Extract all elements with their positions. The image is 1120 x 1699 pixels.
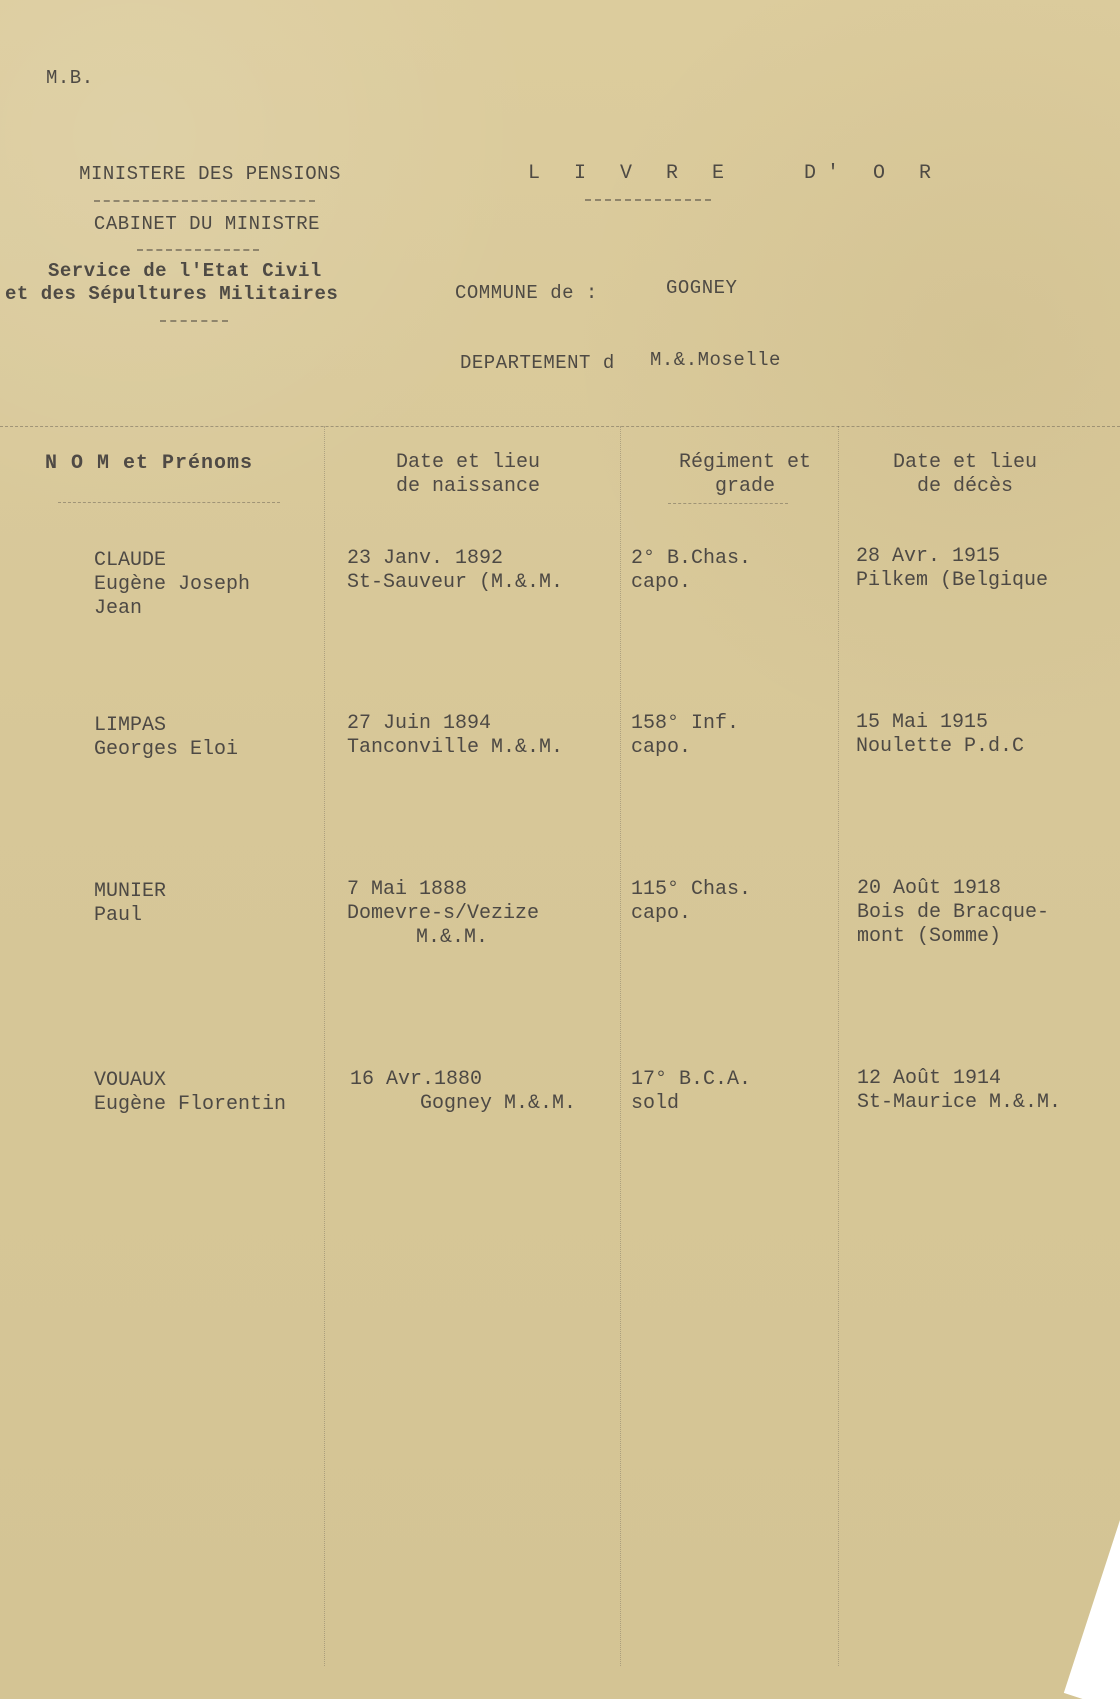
- commune-label: COMMUNE de :: [455, 282, 598, 304]
- column-divider-1: [324, 426, 325, 1666]
- ministry-title-underline: [94, 200, 315, 202]
- document-code: M.B.: [46, 67, 94, 89]
- row-3-death-line-2: Bois de Bracque-: [857, 901, 1050, 924]
- column-divider-2: [620, 426, 621, 1666]
- department-value: M.&.Moselle: [650, 349, 781, 371]
- service-underline: [160, 320, 228, 322]
- row-3-birth-line-1: 7 Mai 1888: [347, 878, 468, 901]
- row-2-death-line-1: 15 Mai 1915: [856, 711, 989, 734]
- cabinet-title: CABINET DU MINISTRE: [93, 213, 321, 235]
- row-2-name-line-2: Georges Eloi: [94, 738, 239, 761]
- department-label: DEPARTEMENT d: [460, 352, 615, 374]
- row-2-birth-line-2: Tanconville M.&.M.: [347, 736, 564, 759]
- row-1-death-line-1: 28 Avr. 1915: [856, 545, 1001, 568]
- row-4-name-line-1: VOUAUX: [94, 1069, 167, 1092]
- row-3-death-line-3: mont (Somme): [857, 925, 1002, 948]
- row-2-death-line-2: Noulette P.d.C: [856, 735, 1025, 758]
- row-4-regiment-line-2: sold: [631, 1092, 680, 1115]
- document-title-underline: [585, 199, 711, 201]
- row-2-birth-line-1: 27 Juin 1894: [347, 712, 492, 735]
- row-3-regiment-line-1: 115° Chas.: [631, 878, 752, 901]
- row-1-regiment-line-2: capo.: [631, 571, 692, 594]
- table-top-rule: [0, 426, 1120, 427]
- header-regiment-underline: [668, 503, 788, 504]
- row-3-birth-line-3: M.&.M.: [416, 926, 489, 949]
- row-1-birth-line-1: 23 Janv. 1892: [347, 547, 504, 570]
- service-line-2: et des Sépultures Militaires: [5, 283, 339, 305]
- commune-value: GOGNEY: [666, 277, 738, 299]
- row-3-name-line-2: Paul: [94, 904, 143, 927]
- row-4-death-line-2: St-Maurice M.&.M.: [857, 1091, 1062, 1114]
- cabinet-title-underline: [137, 249, 259, 251]
- service-line-1: Service de l'Etat Civil: [48, 260, 322, 282]
- row-1-name-line-3: Jean: [94, 597, 143, 620]
- column-divider-3: [838, 426, 839, 1666]
- header-death-line-2: de décès: [916, 475, 1013, 498]
- row-4-death-line-1: 12 Août 1914: [857, 1067, 1002, 1090]
- row-1-regiment-line-1: 2° B.Chas.: [631, 547, 752, 570]
- header-birth-line-2: de naissance: [395, 475, 541, 498]
- header-regiment-line-2: grade: [714, 475, 775, 498]
- row-2-regiment-line-1: 158° Inf.: [631, 712, 740, 735]
- row-4-birth-line-1: 16 Avr.1880: [350, 1068, 483, 1091]
- row-1-name-line-2: Eugène Joseph: [94, 573, 251, 596]
- row-3-death-line-1: 20 Août 1918: [857, 877, 1002, 900]
- header-regiment-line-1: Régiment et: [678, 451, 812, 474]
- row-1-birth-line-2: St-Sauveur (M.&.M.: [347, 571, 564, 594]
- header-death-line-1: Date et lieu: [892, 451, 1038, 474]
- header-name-underline: [58, 502, 280, 503]
- ministry-title: MINISTERE DES PENSIONS: [79, 163, 341, 185]
- row-4-name-line-2: Eugène Florentin: [94, 1093, 287, 1116]
- row-3-birth-line-2: Domevre-s/Vezize: [347, 902, 540, 925]
- row-2-regiment-line-2: capo.: [631, 736, 692, 759]
- row-3-regiment-line-2: capo.: [631, 902, 692, 925]
- row-1-death-line-2: Pilkem (Belgique: [856, 569, 1049, 592]
- row-4-birth-line-2: Gogney M.&.M.: [420, 1092, 577, 1115]
- header-name: N O M et Prénoms: [45, 452, 254, 475]
- document-title: L I V R E D' O R: [528, 162, 943, 185]
- row-2-name-line-1: LIMPAS: [94, 714, 167, 737]
- header-birth-line-1: Date et lieu: [395, 451, 541, 474]
- row-1-name-line-1: CLAUDE: [94, 549, 167, 572]
- row-4-regiment-line-1: 17° B.C.A.: [631, 1068, 752, 1091]
- row-3-name-line-1: MUNIER: [94, 880, 167, 903]
